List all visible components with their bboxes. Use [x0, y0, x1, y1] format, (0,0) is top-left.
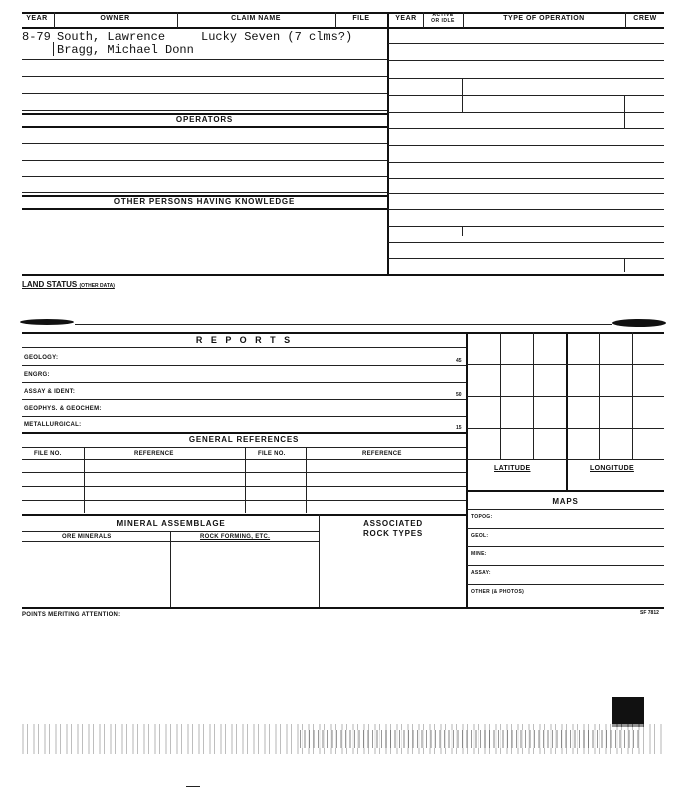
entry-owner-1: South, Lawrence [57, 30, 166, 44]
col-year2-header: YEAR [395, 15, 417, 22]
maps-geol: GEOL: [471, 533, 489, 539]
header-divider [54, 12, 55, 28]
refs-divider [245, 447, 246, 513]
general-refs-top-rule [22, 432, 466, 434]
maps-top-rule [467, 490, 664, 492]
report-line [22, 416, 466, 417]
right-col-tick [624, 258, 625, 272]
general-refs-heading: GENERAL REFERENCES [188, 435, 300, 444]
report-metallurgical: METALLURGICAL: [24, 422, 82, 428]
report-line [22, 365, 466, 366]
row-line [22, 143, 387, 144]
grid-line [467, 428, 664, 429]
col-claim-name-header: CLAIM NAME [231, 15, 281, 22]
rock-types-label: ROCK TYPES [362, 529, 423, 538]
refs-reference-1: REFERENCE [134, 451, 174, 457]
right-col-tick [462, 78, 463, 112]
row-line [22, 192, 387, 193]
reports-right-divider [466, 332, 468, 608]
other-persons-heading: OTHER PERSONS HAVING KNOWLEDGE [113, 197, 296, 206]
entry-owner-2: Bragg, Michael Donn [57, 43, 194, 57]
report-line [22, 347, 466, 348]
mineral-rule [22, 541, 319, 542]
refs-divider [306, 447, 307, 513]
row-line [22, 176, 387, 177]
operators-heading: OPERATORS [175, 115, 234, 124]
entry-tick [53, 42, 54, 56]
right-row-line [388, 226, 664, 227]
row-line [22, 93, 387, 94]
or-idle-label: OR IDLE [431, 18, 455, 24]
refs-file-no-1: FILE NO. [34, 451, 62, 457]
rock-forming-label: ROCK FORMING, ETC. [200, 534, 271, 540]
refs-row-line [22, 459, 466, 460]
right-row-line [388, 78, 664, 79]
header-divider [423, 12, 424, 28]
header-divider [177, 12, 178, 28]
right-col-tick [624, 95, 625, 129]
report-assay: ASSAY & IDENT: [24, 389, 76, 395]
land-status-sub: (OTHER DATA) [79, 283, 115, 289]
col-type-operation-header: TYPE OF OPERATION [503, 15, 585, 22]
scan-noise-band [300, 730, 640, 748]
right-row-line [388, 60, 664, 61]
col-file-header: FILE [352, 15, 370, 22]
land-status-label: LAND STATUS [22, 280, 78, 289]
maps-topog: TOPOG: [471, 514, 493, 520]
maps-mine: MINE: [471, 551, 487, 557]
header-bottom-rule [22, 27, 664, 29]
maps-rule [467, 565, 664, 566]
land-status-rule [75, 324, 612, 325]
row-line [22, 76, 387, 77]
right-row-line [388, 178, 664, 179]
general-refs-rule [22, 447, 466, 448]
mineral-bottom-rule [22, 607, 664, 609]
latitude-label: LATITUDE [494, 465, 531, 472]
entry-year: 8-79 [22, 30, 51, 44]
operators-bottom-rule [22, 126, 387, 128]
report-number: 15 [456, 425, 462, 431]
maps-other: OTHER (& PHOTOS) [471, 589, 525, 595]
grid-line [467, 459, 664, 460]
form-number: SF 7812 [640, 610, 659, 616]
associated-label: ASSOCIATED [363, 519, 423, 528]
grid-line [566, 332, 568, 490]
refs-row-line [22, 500, 466, 501]
top-block-bottom-rule [22, 274, 664, 276]
col-active-idle-header [424, 12, 462, 24]
report-line [22, 399, 466, 400]
refs-row-line [22, 486, 466, 487]
row-line [22, 110, 387, 111]
header-divider [335, 12, 336, 28]
other-persons-bottom-rule [22, 208, 387, 210]
row-line [22, 59, 387, 60]
maps-assay: ASSAY: [471, 570, 491, 576]
longitude-label: LONGITUDE [590, 465, 634, 472]
points-meriting-label: POINTS MERITING ATTENTION: [22, 612, 121, 618]
refs-divider [84, 447, 85, 513]
scan-mark [186, 786, 200, 787]
report-engrg: ENGRG: [24, 372, 50, 378]
right-row-line [388, 242, 664, 243]
main-vertical-divider [387, 12, 389, 274]
row-line [22, 160, 387, 161]
maps-rule [467, 546, 664, 547]
maps-rule [467, 528, 664, 529]
right-col-tick [462, 226, 463, 236]
associated-rock-types-heading [320, 519, 466, 539]
grid-line [467, 364, 664, 365]
right-row-line [388, 162, 664, 163]
maps-heading: MAPS [552, 497, 579, 506]
col-year-header: YEAR [26, 15, 48, 22]
maps-rule [467, 584, 664, 585]
right-row-line [388, 209, 664, 210]
scan-artifact-block [612, 697, 644, 727]
report-number: 45 [456, 358, 462, 364]
header-divider [625, 12, 626, 28]
refs-reference-2: REFERENCE [362, 451, 402, 457]
ink-smudge [612, 319, 666, 327]
ore-minerals-label: ORE MINERALS [62, 534, 112, 540]
right-row-line [388, 145, 664, 146]
report-geology: GEOLOGY: [24, 355, 59, 361]
maps-rule [467, 509, 664, 510]
col-crew-header: CREW [633, 15, 657, 22]
right-row-line [388, 95, 664, 96]
right-row-line [388, 193, 664, 194]
refs-file-no-2: FILE NO. [258, 451, 286, 457]
land-status-heading [22, 280, 115, 289]
reports-heading: R E P O R T S [195, 335, 294, 345]
report-number: 50 [456, 392, 462, 398]
active-label: ACTIVE [432, 12, 454, 18]
right-row-line [388, 112, 664, 113]
entry-claim-name: Lucky Seven (7 clms?) [201, 30, 353, 44]
grid-line [467, 396, 664, 397]
right-row-line [388, 258, 664, 259]
mineral-assemblage-heading: MINERAL ASSEMBLAGE [116, 519, 226, 528]
right-row-line [388, 43, 664, 44]
header-divider [463, 12, 464, 28]
col-owner-header: OWNER [100, 15, 130, 22]
refs-row-line [22, 472, 466, 473]
header-top-rule [22, 12, 664, 14]
report-geophys: GEOPHYS. & GEOCHEM: [24, 406, 102, 412]
mineral-inner-divider [170, 531, 171, 608]
mineral-top-rule [22, 514, 466, 516]
right-row-line [388, 128, 664, 129]
ink-smudge [20, 319, 74, 325]
report-line [22, 382, 466, 383]
